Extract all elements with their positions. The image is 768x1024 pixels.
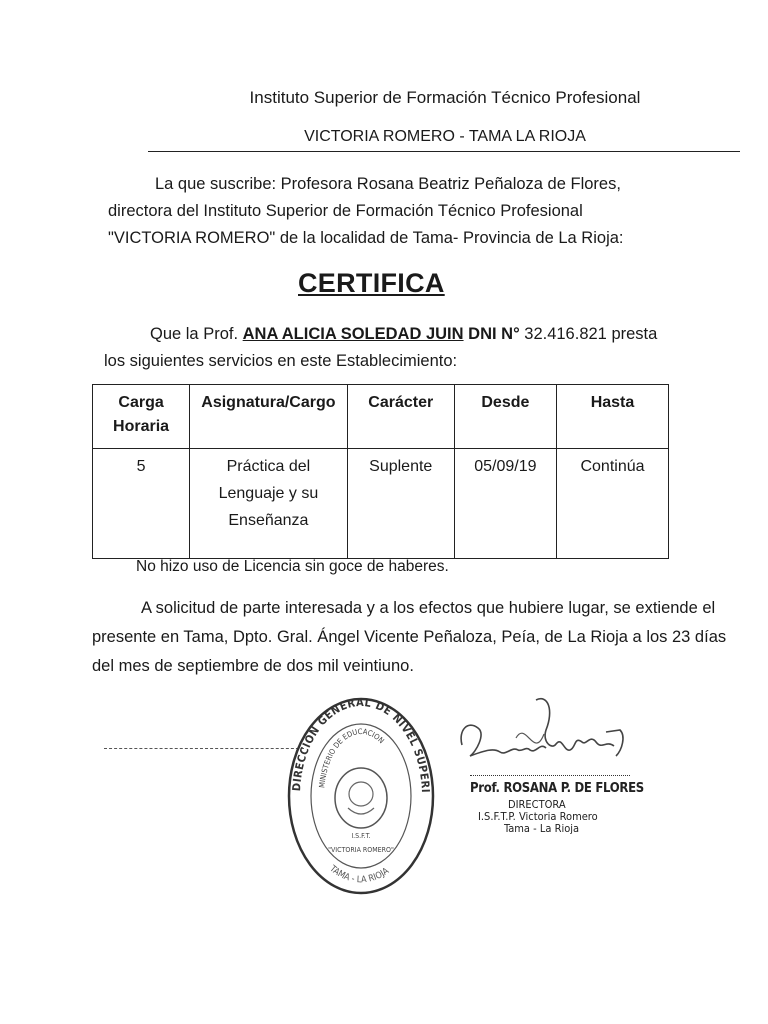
cell-desde: 05/09/19 (454, 449, 556, 559)
signer-institution: I.S.F.T.P. Victoria Romero (478, 810, 598, 823)
header-desde: Desde (454, 385, 556, 449)
stamp-center-2: "VICTORIA ROMERO" (328, 846, 394, 854)
institute-heading: Instituto Superior de Formación Técnico Profesional (249, 88, 641, 107)
signer-place: Tama - La Rioja (504, 822, 580, 835)
intro-line-3: "VICTORIA ROMERO" de la localidad de Tama- Provincia de La Rioja: (108, 229, 624, 247)
services-table (92, 384, 669, 559)
certifies-line-1 (150, 320, 657, 348)
table-row (93, 449, 669, 559)
table-header-row (93, 385, 669, 449)
certifies-suffix: presta (611, 325, 658, 343)
header-hasta: Hasta (556, 385, 668, 449)
header-asignatura: Asignatura/Cargo (190, 385, 348, 449)
institution-stamp (286, 696, 436, 901)
handwritten-signature (456, 690, 636, 785)
intro-line-2: directora del Instituto Superior de Formación Técnico Profesional (108, 202, 583, 220)
closing-line-1: A solicitud de parte interesada y a los efectos que hubiere lugar, se extiende el (141, 599, 716, 617)
header-divider (148, 151, 740, 152)
license-note: No hizo uso de Licencia sin goce de haberes. (136, 558, 449, 575)
professor-name: ANA ALICIA SOLEDAD JUIN (242, 325, 464, 343)
certifica-title: CERTIFICA (298, 268, 445, 298)
signature-line-left (104, 748, 304, 749)
intro-line-1: La que suscribe: Profesora Rosana Beatriz Peñaloza de Flores, (155, 175, 621, 193)
closing-line-2: presente en Tama, Dpto. Gral. Ángel Vicente Peñaloza, Peía, de La Rioja a los 23 días (92, 628, 727, 646)
cell-asignatura: Práctica del Lenguaje y su Enseñanza (190, 449, 348, 559)
stamp-ring-text: DIRECCION GENERAL DE NIVEL SUPERI (290, 696, 432, 794)
header-caracter: Carácter (347, 385, 454, 449)
cell-hasta: Continúa (556, 449, 668, 559)
stamp-bottom-text: TAMA - LA RIOJA (327, 863, 392, 886)
header-carga-horaria: Carga Horaria (93, 385, 190, 449)
signature-dotted-line (470, 775, 630, 776)
svg-text:TAMA - LA RIOJA (327, 863, 392, 885)
signer-name: Prof. ROSANA P. DE FLORES (470, 781, 644, 796)
stamp-inner-text: MINISTERIO DE EDUCACION (317, 726, 386, 789)
svg-text:MINISTERIO DE EDUCACION (317, 727, 386, 788)
dni-value: 32.416.821 (524, 325, 607, 343)
signer-role: DIRECTORA (508, 798, 566, 811)
certifies-prefix: Que la Prof. (150, 325, 239, 343)
institute-location: VICTORIA ROMERO - TAMA LA RIOJA (304, 128, 586, 145)
certifies-line-2: los siguientes servicios en este Establecimiento: (104, 352, 458, 370)
cell-carga: 5 (93, 449, 190, 559)
closing-line-3: del mes de septiembre de dos mil veintiuno. (92, 657, 414, 675)
cell-caracter: Suplente (347, 449, 454, 559)
stamp-center-1: I.S.F.T. (351, 832, 371, 840)
dni-label: DNI N° (468, 325, 520, 343)
